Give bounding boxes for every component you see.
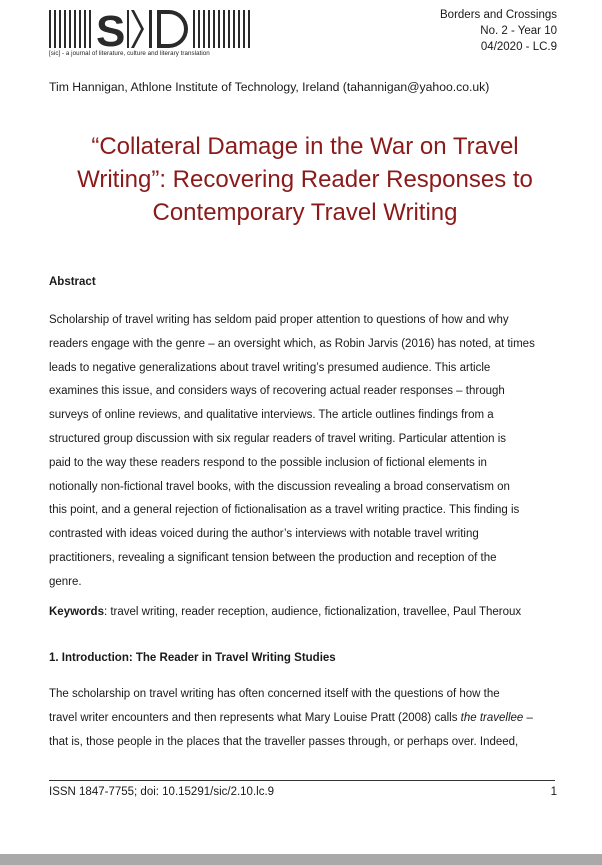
author-line: Tim Hannigan, Athlone Institute of Technology, Ireland (tahannigan@yahoo.co.uk) [49, 80, 490, 94]
abstract-line: Scholarship of travel writing has seldom paid proper attention to questions of how and why [49, 314, 509, 326]
footer-divider [49, 780, 555, 781]
title-line: “Collateral Damage in the War on Travel [91, 133, 519, 160]
page-bottom-bar [0, 854, 602, 865]
abstract-line: genre. [49, 575, 82, 588]
abstract-line: contrasted with ideas voiced during the author’s interviews with notable travel writing [49, 528, 479, 541]
body-line [49, 707, 555, 731]
issue-info [440, 7, 557, 55]
body-text: – [523, 711, 533, 724]
article-title [40, 130, 570, 229]
logo-letters: S [96, 8, 126, 50]
body-text: travel writer encounters and then represents what Mary Louise Pratt (2008) calls [49, 711, 461, 724]
page-number: 1 [550, 786, 557, 798]
journal-tagline: [sic] - a journal of literature, culture and literary translation [49, 50, 210, 57]
body-line: that is, those people in the places that the traveller passes through, or perhaps over. Indeed, [49, 735, 519, 748]
keywords-label: Keywords [49, 606, 104, 618]
section-heading: 1. Introduction: The Reader in Travel Writing Studies [49, 652, 336, 664]
issue-number: No. 2 - Year 10 [480, 25, 557, 37]
abstract-line: readers engage with the genre – an oversight which, as Robin Jarvis (2016) has noted, at times [49, 337, 535, 350]
abstract-body [49, 309, 555, 595]
title-line: Contemporary Travel Writing [152, 199, 458, 226]
issue-date: 04/2020 - LC.9 [480, 41, 557, 53]
abstract-line: notionally non-fictional travel books, with the discussion revealing a broad conservatism on [49, 480, 510, 493]
title-line: Writing”: Recovering Reader Responses to [77, 166, 533, 193]
abstract-line: this point, and a general rejection of fictionalisation as a travel writing practice. This finding is [49, 504, 520, 517]
emphasis-travellee: the travellee [460, 711, 524, 724]
section-body [49, 683, 555, 754]
abstract-line: structured group discussion with six regular readers of travel writing. Particular attention is [49, 432, 507, 445]
abstract-line: practitioners, revealing a significant tension between the production and reception of the [49, 551, 497, 564]
keywords [49, 606, 521, 618]
issn-doi: ISSN 1847-7755; doi: 10.15291/sic/2.10.lc.9 [49, 786, 275, 798]
keywords-list: : travel writing, reader reception, audience, fictionalization, travellee, Paul Theroux [103, 606, 522, 618]
body-line: The scholarship on travel writing has often concerned itself with the questions of how the [49, 688, 500, 700]
abstract-line: leads to negative generalizations about travel writing’s presumed audience. This article [49, 361, 491, 374]
abstract-line: examines this issue, and considers ways of recovering actual reader responses – through [49, 385, 505, 398]
issue-theme: Borders and Crossings [440, 9, 557, 21]
abstract-line: paid to the way these readers respond to the possible inclusion of fictional elements in [49, 456, 487, 469]
abstract-heading: Abstract [49, 276, 96, 288]
abstract-line: surveys of online reviews, and qualitative interviews. The article outlines findings from a [49, 409, 494, 422]
